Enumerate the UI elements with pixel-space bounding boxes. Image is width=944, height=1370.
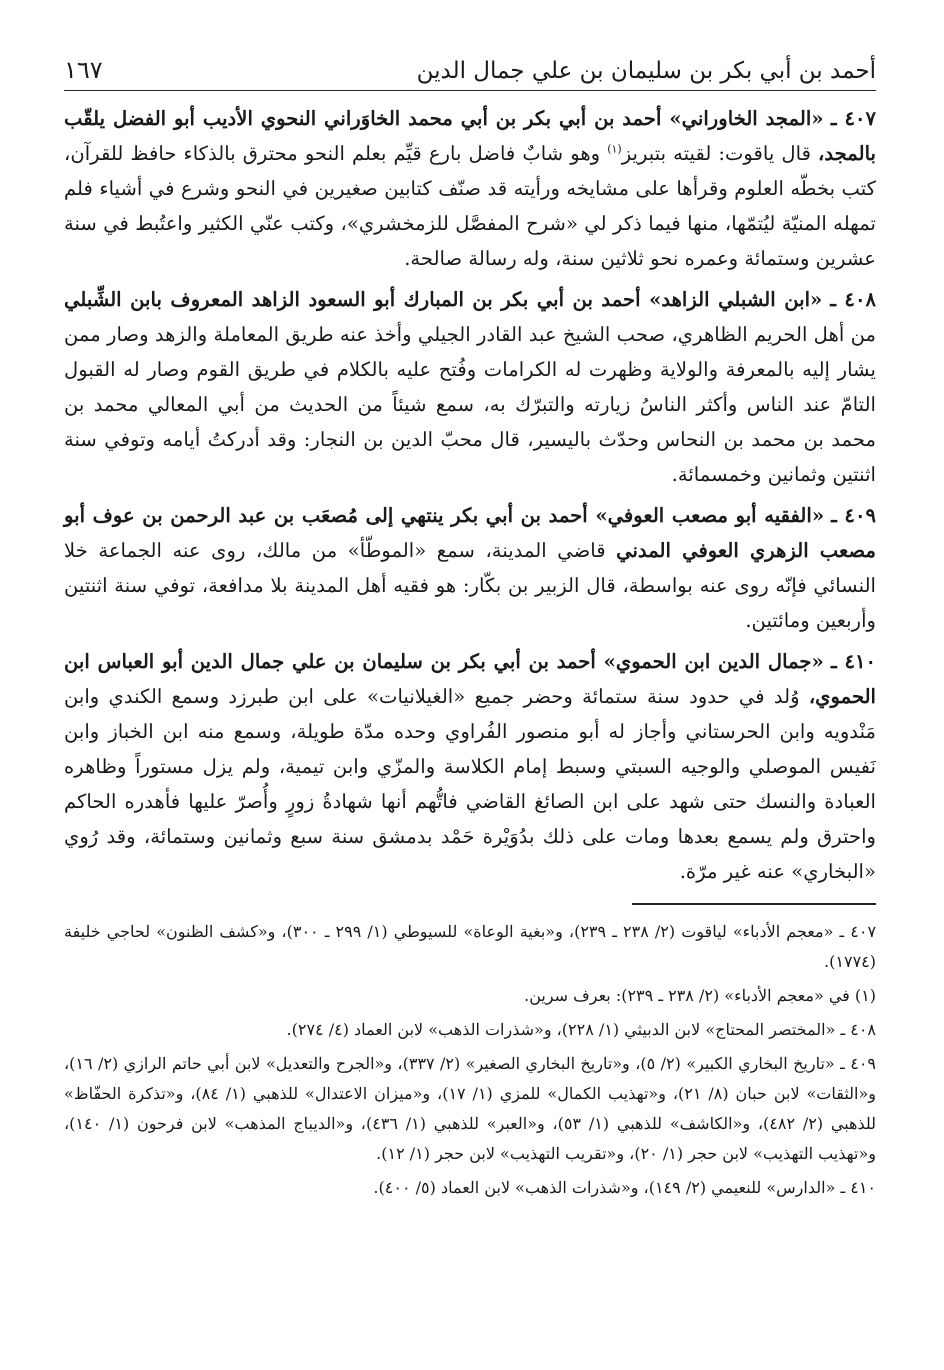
entry-text: وهو شابٌ فاضل بارع قيِّم بعلم النحو محترق بالذكاء حافظ للقرآن، كتب بخطّه العلوم وقرأها على مشايخه ورأيته قد صنّف كتابين صغيرين في النحو وشرع في أشياء فلم تمهله المنيّة ليُتمّها، منها فيما ذكر لي «شرح المفصَّل للزمخشري»، وكتب عنّي الكثير واعتُبط في سنة عشرين وستمائة وعمره نحو ثلاثين سنة، وله رسالة صالحة. (64, 142, 876, 270)
main-text (64, 101, 876, 889)
entry-heading: «ابن الشبلي الزاهد» أحمد بن أبي بكر بن المبارك أبو السعود الزاهد المعروف بابن الشِّبلي (64, 288, 823, 311)
entry-407 (64, 101, 876, 276)
entry-heading: «جمال الدين ابن الحموي» أحمد بن أبي بكر بن سليمان بن علي جمال الدين أبو العباس ابن الحموي، (64, 650, 876, 708)
entry-heading: «الفقيه أبو مصعب العوفي» أحمد بن أبي بكر ينتهي إلى مُصعَب بن عبد الرحمن بن عوف أبو مصعب الزهري العوفي المدني (64, 504, 876, 562)
entry-text: قاضي المدينة، سمع «الموطّأ» من مالك، روى عنه الجماعة خلا النسائي فإنّه روى عنه بواسطة، قال الزبير بن بكّار: هو فقيه أهل المدينة بلا مدافعة، توفي سنة اثنتين وأربعين ومائتين. (64, 539, 876, 632)
entry-heading: «المجد الخاوراني» أحمد بن أبي بكر بن أبي محمد الخاوَراني النحوي الأديب أبو الفضل يلقّب بالمجد، (64, 107, 877, 165)
footnote-1: (١) في «معجم الأدباء» (٢/ ٢٣٨ ـ ٢٣٩): بعرف سرين. (524, 985, 876, 1005)
entry-number: ٤٠٩ ـ (831, 504, 876, 527)
entry-number: ٤٠٨ ـ (830, 288, 876, 311)
entry-409 (64, 498, 876, 638)
page (64, 56, 876, 1207)
footnote-409: ٤٠٩ ـ «تاريخ البخاري الكبير» (٢/ ٥)، و«تاريخ البخاري الصغير» (٢/ ٣٣٧)، و«الجرح والتعديل» لابن أبي حاتم الرازي (٢/ ١٦)، و«الثقات» لابن حبان (٨/ ٢١)، و«تهذيب الكمال» للمزي (١/ ١٧)، و«ميزان الاعتدال» للذهبي (١/ ٨٤)، و«تذكرة الحفّاظ» للذهبي (٢/ ٤٨٢)، و«الكاشف» للذهبي (١/ ٥٣)، و«العبر» للذهبي (١/ ٤٣٦)، و«الديباج المذهب» لابن فرحون (١/ ١٤٠)، و«تهذيب التهذيب» لابن حجر (١/ ٢٠)، و«تقريب التهذيب» لابن حجر (١/ ١٢). (64, 1053, 877, 1163)
running-title: أحمد بن أبي بكر بن سليمان بن علي جمال الدين (416, 58, 876, 84)
entry-number: ٤١٠ ـ (830, 650, 877, 673)
footnote-410: ٤١٠ ـ «الدارس» للنعيمي (٢/ ١٤٩)، و«شذرات الذهب» لابن العماد (٥/ ٤٠٠). (373, 1177, 876, 1197)
page-number: ١٦٧ (64, 56, 103, 84)
footnotes (64, 917, 876, 1203)
entry-number: ٤٠٧ ـ (830, 107, 877, 130)
footnote-407: ٤٠٧ ـ «معجم الأدباء» لياقوت (٢/ ٢٣٨ ـ ٢٣٩)، و«بغية الوعاة» للسيوطي (١/ ٢٩٩ ـ ٣٠٠)، و«كشف الظنون» لحاجي خليفة (١٧٧٤). (64, 921, 877, 971)
entry-text: قال ياقوت: لقيته بتبريز (621, 142, 819, 165)
footnote-marker: (١) (607, 142, 622, 156)
footnote-divider (632, 903, 876, 905)
entry-text: وُلد في حدود سنة ستمائة وحضر جميع «الغيلانيات» على ابن طبرزد وسمع الكندي وابن مَنْدويه وابن الحرستاني وأجاز له أبو منصور الفُراوي وحده مدّة طويلة، وسمع منه ابن الخباز وابن نَفيس الموصلي والوجيه السبتي وسبط إمام الكلاسة والمزّي وابن تيمية، ولم يزل مستوراً وظاهره العبادة والنسك حتى شهد على ابن الصائغ القاضي فاتُّهم أنها شهادةُ زورٍ وأُصرّ عليها فأهدره الحاكم واحترق ولم يسمع بعدها ومات على ذلك بدُوَيْرة حَمْد بدمشق سنة سبع وثمانين وستمائة، وقد رُوي «البخاري» عنه غير مرّة. (64, 685, 876, 883)
entry-408 (64, 282, 876, 492)
footnote-408: ٤٠٨ ـ «المختصر المحتاج» لابن الدبيثي (١/ ٢٢٨)، و«شذرات الذهب» لابن العماد (٤/ ٢٧٤). (286, 1019, 876, 1039)
entry-text: من أهل الحريم الظاهري، صحب الشيخ عبد القادر الجيلي وأخذ عنه طريق المعاملة والزهد وصار ممن يشار إليه بالمعرفة والولاية وظهرت له الكرامات وفُتح عليه بالكلام في طريق القوم وصار له القبول التامّ عند الناس وأكثر الناسُ زيارته والتبرّك به، سمع شيئاً من الحديث من أبي المعالي محمد بن محمد بن محمد بن النحاس وحدّث باليسير، قال محبّ الدين بن النجار: وقد أدركتُ أيامه وتوفي سنة اثنتين وثمانين وخمسمائة. (64, 323, 876, 486)
entry-410 (64, 644, 876, 889)
running-header (64, 56, 876, 91)
